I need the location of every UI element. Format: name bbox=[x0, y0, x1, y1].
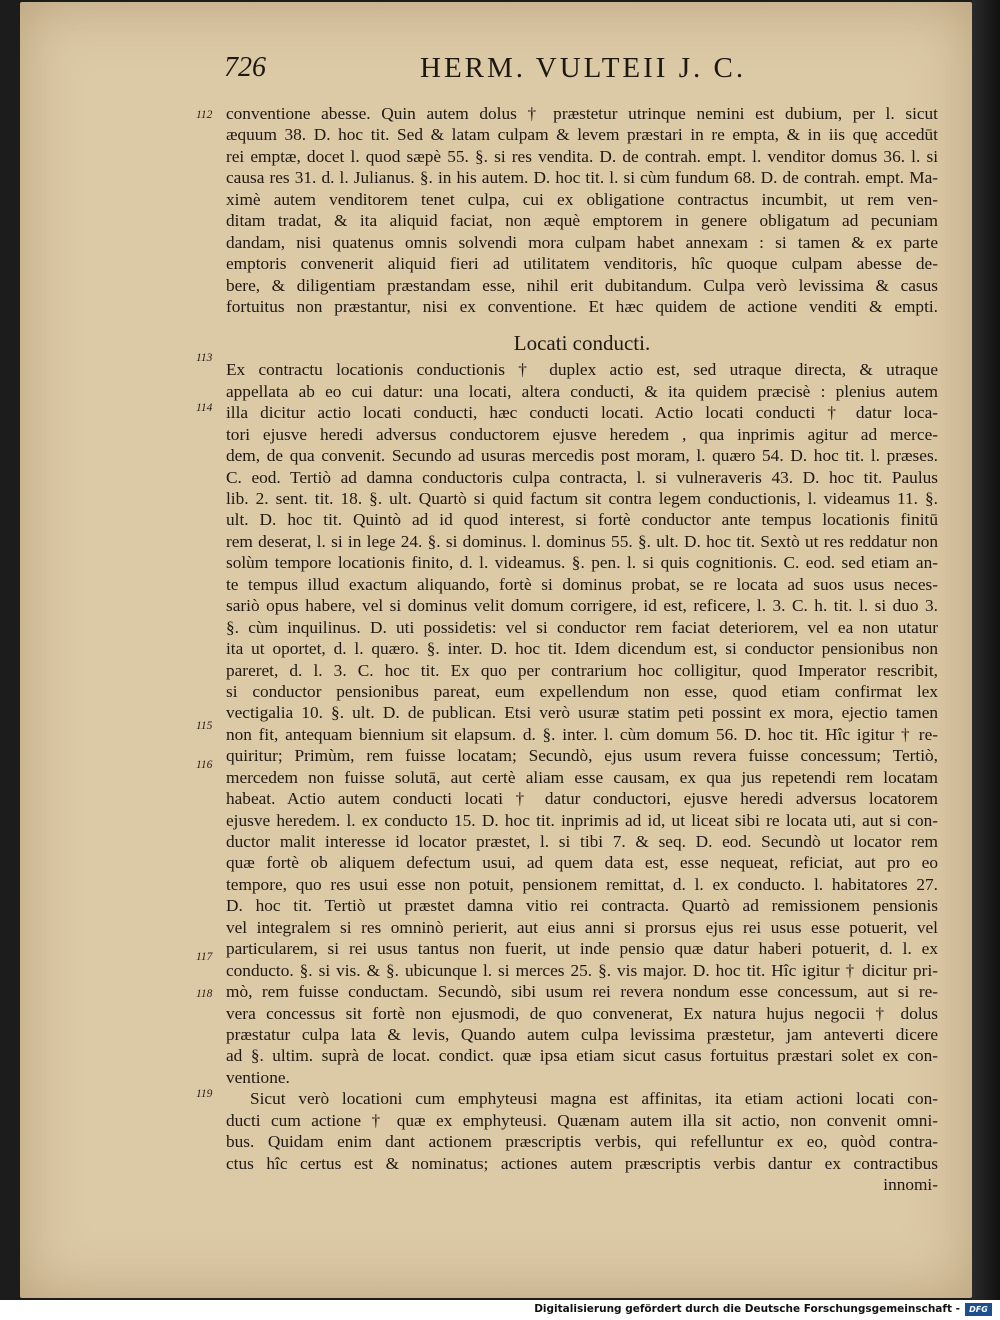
text-line: quiritur; Primùm, rem fuisse locatam; Secundò, ejus usum revera fuisse concessum; Tertiò, bbox=[226, 746, 938, 766]
text-line: D. hoc tit. Tertiò ut præstet damna vitio rei contracta. Quartò ad remissionem pensionis bbox=[226, 896, 938, 916]
text-line: ditam tradat, & ita aliquid faciat, non æquè emptorem in genere obligatum ad pecuniam bbox=[226, 211, 938, 231]
text-line: ximè autem venditorem tenet culpa, cui ex obligatione contractus incumbit, ut rem ven- bbox=[226, 189, 938, 209]
text-line: ductor malit interesse id locator præstet, l. si tibi 7. & seq. D. eod. Secundò ut locator rem bbox=[226, 832, 938, 851]
margin-number: 114 bbox=[196, 402, 213, 414]
text-line: ventione. bbox=[226, 1067, 290, 1087]
text-body bbox=[226, 103, 938, 1195]
text-line: si conductor pensionibus pareat, eum expellendum non esse, quod etiam confirmat lex bbox=[226, 681, 938, 701]
running-head: HERM. VULTEII J. C. bbox=[420, 52, 747, 84]
text-line: fortuitus non præstantur, nisi ex conventione. Et hæc quidem de actione venditi & empti. bbox=[226, 296, 938, 316]
text-line: mercedem non fuisse solutā, aut certè aliam esse causam, ex qua jus repetendi rem locatam bbox=[226, 767, 938, 787]
text-line: Sicut verò locationi cum emphyteusi magna est affinitas, ita etiam actioni locati con- bbox=[250, 1089, 938, 1109]
text-line: non fit, antequam biennium sit elapsum. d. §. inter. l. cùm domum 56. D. hoc tit. Hîc igitur † re- bbox=[226, 724, 938, 744]
text-line: te tempus illud exactum aliquando, fortè si dominus probat, se re locata ad suos usus neces- bbox=[226, 574, 938, 594]
margin-number: 118 bbox=[196, 988, 213, 1000]
text-line: sariò opus habere, vel si dominus velit domum corrigere, id est, reficere, l. 3. C. h. tit. l. si duo 3. bbox=[226, 596, 938, 616]
text-line: conventione abesse. Quin autem dolus † præstetur utrinque nemini est dubium, per l. sicut bbox=[226, 104, 938, 123]
text-line: solùm tempore locationis finito, d. l. videamus. §. pen. l. si quis cognitionis. C. eod. sed etiam an- bbox=[226, 553, 938, 573]
text-line: bere, & diligentiam præstandam esse, nihil erit dubitandum. Culpa verò levissima & casus bbox=[226, 275, 938, 295]
margin-number: 115 bbox=[196, 720, 213, 732]
text-line: dem, de qua convenit. Secundo ad usuras mercedis post moram, l. quæro 54. D. hoc tit. l. præses. bbox=[226, 446, 938, 466]
text-line: quæ fortè ob aliquem defectum usui, ad quem data est, esse nequeat, reficiat, aut pro eo bbox=[226, 853, 938, 873]
text-line: lib. 2. sent. tit. 18. §. ult. Quartò si quid factum sit contra legem conductionis, l. videamus 11. §. bbox=[226, 489, 938, 508]
text-line: causa res 31. d. l. Julianus. §. in his autem. D. hoc tit. l. si cùm fundum 68. D. de contrah. empt. Ma- bbox=[226, 168, 938, 188]
text-line: Ex contractu locationis conductionis † duplex actio est, sed utraque directa, & utraque bbox=[226, 360, 938, 380]
text-line: pareret, d. l. 3. C. hoc tit. Ex quo per contrarium hoc colligitur, quod Imperator rescribit, bbox=[226, 660, 938, 680]
funding-credit: Digitalisierung gefördert durch die Deutsche Forschungsgemeinschaft - bbox=[534, 1303, 960, 1315]
text-line: rei emptæ, docet l. quod sæpè 55. §. si res vendita. D. de contrah. empt. l. venditor domus 36. l. si bbox=[226, 146, 938, 166]
margin-number: 112 bbox=[196, 109, 213, 121]
section-heading: Locati conducti. bbox=[513, 331, 651, 356]
text-line: C. eod. Tertiò ad damna conductoris culpa contracta, l. si vulneraveris 43. D. hoc tit. Paulus bbox=[226, 467, 938, 487]
text-line: vera concessus sit fortè non ejusmodi, de quo convenerat, Ex natura hujus negocii † dolus bbox=[226, 1003, 938, 1023]
margin-number: 117 bbox=[196, 951, 213, 963]
margin-number: 119 bbox=[196, 1088, 213, 1100]
text-line: emptoris convenerit aliquid fieri ad utilitatem venditoris, hîc quoque culpam abesse de- bbox=[226, 254, 938, 274]
page-number: 726 bbox=[224, 52, 266, 83]
text-line: dandam, nisi quatenus omnis solvendi mora culpam habet annexam : si tamen & ex parte bbox=[226, 232, 938, 252]
catchword: innomi- bbox=[883, 1175, 938, 1194]
text-line: habeat. Actio autem conducti locati † datur conductori, ejusve heredi adversus locatorem bbox=[226, 789, 938, 809]
text-line: rem deserat, l. si in lege 24. §. si dominus. l. dominus 55. §. ult. D. hoc tit. Sextò ut res reddatur non bbox=[226, 531, 938, 551]
text-line: vel integralem si res omninò perierit, aut eius anni si prorsus ejus rei usus esse potuerit, vel bbox=[226, 917, 938, 937]
text-line: tempore, quo res usui esse non potuit, pensionem remittat, d. l. ex conducto. l. habitatores 27. bbox=[226, 874, 938, 894]
text-line: appellata ab eo cui datur: una locati, altera conducti, & ita quidem præcisè : plenius autem bbox=[226, 381, 938, 401]
text-line: tori ejusve heredi adversus conductorem ejusve heredem , qua inprimis agitur ad merce- bbox=[226, 424, 938, 444]
text-line: mò, rem fuisse conductam. Secundò, sibi usum rei revera nondum esse concessum, aut si re- bbox=[226, 982, 938, 1002]
margin-number: 113 bbox=[196, 352, 213, 364]
text-line: §. cùm inquilinus. D. uti possidetis: vel si conductor rem faciat deteriorem, vel ea non utatur bbox=[226, 617, 938, 637]
text-line: illa dicitur actio locati conducti, hæc conducti locati. Actio locati conducti † datur loca- bbox=[226, 403, 938, 423]
dfg-logo: DFG bbox=[965, 1303, 992, 1316]
text-line: ult. D. hoc tit. Quintò ad id quod interest, si fortè conductor ante tempus locationis finitū bbox=[226, 510, 938, 530]
footer-bar bbox=[0, 1300, 1000, 1320]
text-line: conducto. §. si vis. & §. ubicunque l. si merces 25. §. vis major. D. hoc tit. Hîc igitur † dicitur pri- bbox=[226, 960, 938, 980]
text-line: præstatur culpa lata & levis, Quando autem culpa levissima præstetur, jam anteverti dicere bbox=[226, 1024, 938, 1044]
text-line: ejusve heredem. l. ex conducto 15. D. hoc tit. inprimis ad id, ut liceat sibi re locata uti, aut si con- bbox=[226, 810, 938, 830]
text-line: ctus hîc certus est & nominatus; actiones autem præscriptis verbis dantur ex contractibus bbox=[226, 1153, 938, 1173]
text-line: particularem, si rei usus tantus non fuerit, ut inde pensio quæ datur haberi potuerit, d. l. ex bbox=[226, 939, 938, 959]
text-line: ducti cum actione † quæ ex emphyteusi. Quænam autem illa sit actio, non convenit omni- bbox=[226, 1110, 938, 1130]
text-line: ita ut oportet, d. l. quæro. §. inter. D. hoc tit. Idem dicendum est, si conductor pensionibus non bbox=[226, 639, 938, 659]
text-line: vectigalia 10. §. ult. D. de publican. Etsi verò usuræ statim peti possint ex mora, ejectio tamen bbox=[226, 703, 938, 723]
margin-number: 116 bbox=[196, 759, 213, 771]
text-line: ad §. ultim. suprà de locat. condict. quæ ipsa etiam sicut casus fortuitus præstari solet ex con- bbox=[226, 1046, 938, 1066]
text-line: bus. Quidam enim dant actionem præscriptis verbis, qui refelluntur ex eo, quòd contra- bbox=[226, 1132, 938, 1152]
page-edge bbox=[972, 0, 1000, 1300]
text-line: æquum 38. D. hoc tit. Sed & latam culpam & levem præstari in re empta, & in iis quę accedūt bbox=[226, 125, 938, 145]
